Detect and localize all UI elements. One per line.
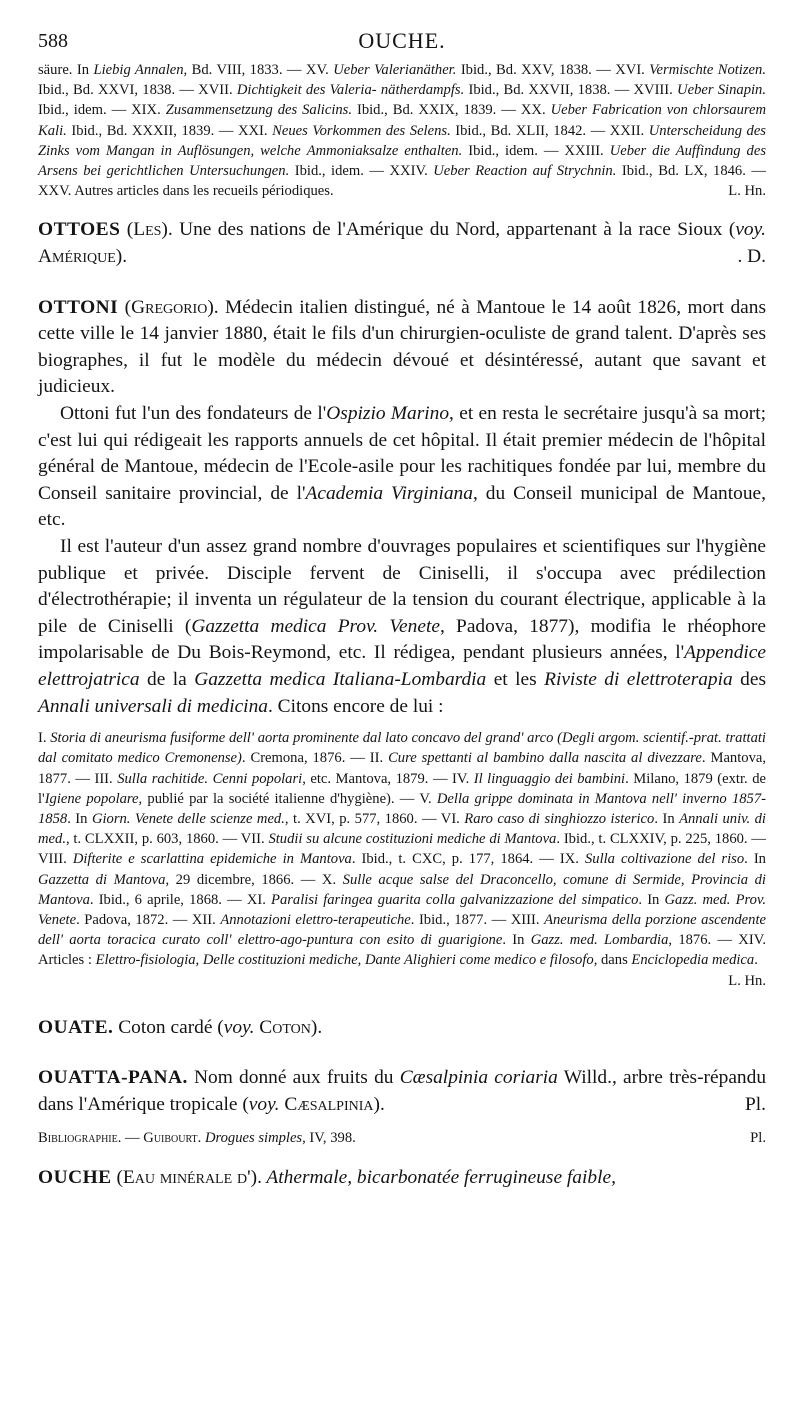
text-run: Ottoni fut l'un des fondateurs de l' xyxy=(60,402,327,424)
italic-run: Della grippe dominata in Mantova nell' inverno 1857-1858 xyxy=(38,790,766,827)
cross-ref-target: Coton xyxy=(254,1016,311,1038)
italic-run: Academia Virginiana xyxy=(305,482,473,504)
entry-qualifier: (Les). xyxy=(126,219,173,241)
italic-run: Vermischte Notizen. xyxy=(649,62,766,78)
text-run: Ibid., Bd. XXVI, 1838. — XVII. xyxy=(38,82,237,99)
italic-run: Ueber Fabrication von xyxy=(550,102,688,119)
italic-run: Unterscheidung des Zinks vom Mangan in Auflösungen, welche xyxy=(38,122,766,159)
text-run: , dans xyxy=(593,952,632,969)
italic-run: Sulla rachitide. Cenni popolari xyxy=(117,770,303,787)
entry-ouate xyxy=(38,1015,766,1042)
text-run: 1838. — XVI. xyxy=(558,62,650,78)
entry-headword: OUATTA-PANA. xyxy=(38,1067,188,1089)
page-header xyxy=(38,24,766,60)
cross-ref-target: Cæsalpinia xyxy=(279,1093,374,1115)
text-run: , 29 dicembre, 1866. — X. xyxy=(165,871,343,888)
text-run: . Citons encore de lui : xyxy=(267,695,444,717)
italic-run: Igiene popolare xyxy=(44,790,139,807)
bibliography-title: Drogues simples, xyxy=(201,1129,306,1146)
text-run: . Ibid., 6 aprile, 1868. — XI. xyxy=(89,891,272,908)
italic-run: Ammoniaksalze enthalten. xyxy=(306,142,463,159)
text-run: , du Conseil municipal de Mantoue, etc. xyxy=(38,482,766,531)
text-run: Ibid., idem. — XIX. xyxy=(38,102,161,119)
entry-headword: OUATE. xyxy=(38,1016,114,1038)
text-run: Ibid., xyxy=(616,163,653,180)
italic-run: Cure spettanti al bambino dalla nascita al divezzare xyxy=(388,750,702,767)
page-number: 588 xyxy=(38,30,68,52)
italic-run: chlorsaurem Kali. xyxy=(38,102,767,139)
text-run: Ibid., Bd. XXIX, 1839. — XX. xyxy=(352,102,551,119)
prev-biblio-text xyxy=(38,62,766,199)
text-run: . In xyxy=(67,810,92,827)
entry-paragraph-2 xyxy=(38,401,766,534)
text-run: . Ibid., 1877. — XIII. xyxy=(410,911,545,928)
cross-ref-voy: voy. xyxy=(223,1016,255,1038)
text-run: . Mantova, 1877. — III. xyxy=(38,750,766,787)
text-run: , et en resta le secrétaire jusqu'à sa mort; c'est lui qui rédigeait les rapports annuels de cet hôpital. Il était premier médecin de l'hôpital général de Mantoue, médecin de l'Ecole-asile pour les rachitiques fondée par lui, membre du Conseil sanitaire provincial, de l' xyxy=(38,402,767,504)
species-name: Cæsalpinia coriaria xyxy=(399,1067,558,1089)
text-run: des xyxy=(732,668,766,690)
italic-run: Dichtigkeit des Valeria- xyxy=(236,82,377,99)
italic-run: Gazzetta medica Prov. Venete xyxy=(191,615,440,637)
italic-run: Ospizio Marino xyxy=(326,402,450,424)
entry-text-end: ). xyxy=(115,246,128,268)
italic-run: Zusammensetzung des Salicins. xyxy=(165,102,352,119)
text-run: Bd. VIII, 1833. — XV. xyxy=(187,62,334,78)
text-run: , Padova, 1877), modifia le rhéophore impolarisable de Du Bois-Reymond, etc. Il rédigea, pendant plusieurs années, l' xyxy=(38,615,766,664)
italic-run: Ueber Valerianäther. xyxy=(333,62,457,78)
cross-ref-voy: voy. xyxy=(735,219,766,241)
italic-run: Ueber Reaction auf Strychnin. xyxy=(433,163,617,180)
bibliography-label: Bibliographie. xyxy=(38,1129,122,1146)
entry-text: Coton cardé ( xyxy=(113,1016,224,1038)
italic-run: Annali universali di medicina xyxy=(38,695,268,717)
entry-text-2: Willd., arbre très-répandu dans l'Amérique tropicale ( xyxy=(38,1067,767,1115)
italic-run: nätherdampfs. xyxy=(380,82,465,99)
italic-run: Gazzetta di Mantova xyxy=(38,871,166,888)
text-run: . Milano, 1879 (extr. de l' xyxy=(38,770,766,807)
text-run: , publié par la société italienne d'hygiène). — V. xyxy=(138,790,437,807)
text-run: . Cremona, 1876. — II. xyxy=(241,750,389,767)
italic-run: Elettro-fisiologia, Delle costituzioni mediche, Dante Alighieri come medico e filosofo xyxy=(95,952,594,969)
entry-ouche xyxy=(38,1165,766,1192)
text-run: Bd. LX, 1846. — XXV. Autres articles dans les recueils périodiques. xyxy=(38,163,766,200)
text-run: , etc. Mantova, 1879. — IV. xyxy=(302,770,474,787)
text-run: , 1876. — XIV. Articles : xyxy=(38,932,767,969)
italic-run: Annotazioni elettro-terapeutiche xyxy=(220,911,411,928)
entry-signature: Pl. xyxy=(744,1093,766,1115)
text-run: et les xyxy=(486,668,545,690)
italic-run: Raro caso di singhiozzo isterico xyxy=(464,810,655,827)
entry-ottoes xyxy=(38,217,766,270)
text-run: Ibid., Bd. XXXII, 1839. — XXI. xyxy=(66,122,273,139)
dictionary-page xyxy=(38,24,766,1191)
bibliography-text xyxy=(38,730,766,968)
entry-qualifier: (Gregorio). xyxy=(124,296,219,318)
text-run: Ibid., idem. — XXIII. xyxy=(462,142,610,159)
text-run: Bd. XLII, 1842. — XXII. xyxy=(490,122,649,139)
italic-run: Sulle acque salse del Draconcello, comune di Sermide, Provincia di Mantova xyxy=(38,871,766,908)
entry-text-end: ). xyxy=(310,1016,323,1038)
italic-run: Riviste di elettroterapia xyxy=(544,668,733,690)
italic-run: Ueber Sinapin. xyxy=(677,82,766,99)
text-run: . Ibid., t. CXC, p. 177, 1864. — IX. xyxy=(351,851,585,868)
text-run: . Ibid., t. CLXXIV, p. 225, 1860. — VIII. xyxy=(38,831,766,868)
text-run: . In xyxy=(502,932,531,949)
running-title: OUCHE. xyxy=(358,28,446,53)
entry-qualifier: (Eau minérale d'). xyxy=(116,1166,262,1188)
italic-run: Appendice elettrojatrica xyxy=(38,642,766,690)
bibliography-signature: L. Hn. xyxy=(728,972,766,989)
bibliography-signature: Pl. xyxy=(750,1129,766,1146)
italic-run: Storia di aneurisma fusiforme dell' aorta prominente dal lato concavo del grand' arco (Degli argom. scientif.-prat. trattati dal comitato medico Cremonense) xyxy=(38,730,766,767)
bibliography-details: IV, 398. xyxy=(305,1129,356,1146)
italic-run: Il linguaggio dei bambini xyxy=(473,770,626,787)
prev-biblio-signature: L. Hn. xyxy=(728,183,766,200)
italic-run: Liebig Annalen, xyxy=(93,62,188,78)
text-run: . Padova, 1872. — XII. xyxy=(76,911,221,928)
italic-run: Neues Vorkommen des Selens. xyxy=(272,122,451,139)
italic-run: Gazzetta medica Italiana-Lombardia xyxy=(194,668,487,690)
cross-ref-target: Amérique xyxy=(38,246,116,268)
entry-paragraph-3 xyxy=(38,534,766,720)
italic-run: Difterite e scarlattina epidemiche in Mantova xyxy=(72,851,352,868)
entry-bibliography xyxy=(38,1127,766,1149)
entry-text: Nom donné aux fruits du xyxy=(187,1067,400,1089)
italic-run: Annali univ. di med. xyxy=(38,810,766,848)
text-run: säure. In xyxy=(38,62,94,78)
text-run: . In xyxy=(744,851,766,868)
entry-signature: . D. xyxy=(737,246,766,268)
italic-run: Ueber die Auffindung des Arsens bei xyxy=(38,142,766,180)
text-run: Ibid., Bd. XXVII, 1838. — XVIII. xyxy=(464,82,678,99)
entry-headword: OUCHE xyxy=(38,1166,112,1188)
text-run: . In xyxy=(654,810,680,827)
entry-text-end: ). xyxy=(373,1093,385,1115)
cross-ref-voy: voy. xyxy=(248,1093,280,1115)
text-run: . xyxy=(754,952,758,969)
entry-text: Une des nations de l'Amérique du Nord, appartenant à la race Sioux ( xyxy=(172,219,736,241)
italic-run: Sulla coltivazione del riso xyxy=(584,851,745,868)
italic-run: Gazz. med. Lombardia xyxy=(530,932,669,949)
bibliography-author: — Guibourt. xyxy=(121,1129,202,1146)
entry-paragraph-1: Médecin italien distingué, né à Mantoue le 14 août 1826, mort dans cette ville le 14 janvier 1880, était le fils d'un chirurgien-oculiste de grand talent. D'après ses biographes, il fut le modèle du médecin dévoué et désintéressé, autant que savant et judicieux. xyxy=(38,296,767,398)
italic-run: Aneurisma della porzione ascendente dell' aorta toracica curato coll' elettro-ago-puntura con esito di guarigione xyxy=(38,911,766,949)
italic-run: gerichtlichen Untersuchungen. xyxy=(106,163,290,180)
entry-text: Athermale, bicarbonatée ferrugineuse faible, xyxy=(261,1166,616,1188)
text-run: , t. XVI, p. 577, 1860. — VI. xyxy=(284,810,465,827)
entry-headword: OTTOES xyxy=(38,219,121,241)
entry-ottoni xyxy=(38,295,766,721)
italic-run: Paralisi faringea guarita colla galvanizzazione del simpatico xyxy=(271,891,639,908)
entry-ottoni-bibliography xyxy=(38,728,766,991)
text-run: I. xyxy=(38,730,51,747)
italic-run: Gazz. med. Prov. Venete xyxy=(38,891,766,928)
italic-run: Enciclopedia medica xyxy=(631,952,755,969)
text-run: Ibid., Bd. XXV, xyxy=(456,62,555,78)
italic-run: Giorn. Venete delle scienze med. xyxy=(91,810,285,827)
text-run: . In xyxy=(638,891,665,908)
entry-headword: OTTONI xyxy=(38,296,119,318)
text-run: Il est l'auteur d'un assez grand nombre d'ouvrages populaires et scientifiques sur l'hygiène publique et privée. Disciple fervent de Ciniselli, il s'occupa avec prédilection d'électrothérapie; il inventa un régulateur de la tension du courant électrique, applicable à la pile de Ciniselli ( xyxy=(38,535,766,637)
text-run: Ibid., xyxy=(450,122,487,139)
text-run: , t. CLXXII, p. 603, 1860. — VII. xyxy=(65,831,269,848)
entry-ouatta-pana xyxy=(38,1065,766,1148)
text-run: de la xyxy=(139,668,195,690)
previous-entry-bibliography xyxy=(38,60,766,201)
italic-run: Studii su alcune costituzioni mediche di Mantova xyxy=(268,831,557,848)
text-run: Ibid., idem. — XXIV. xyxy=(289,163,434,180)
